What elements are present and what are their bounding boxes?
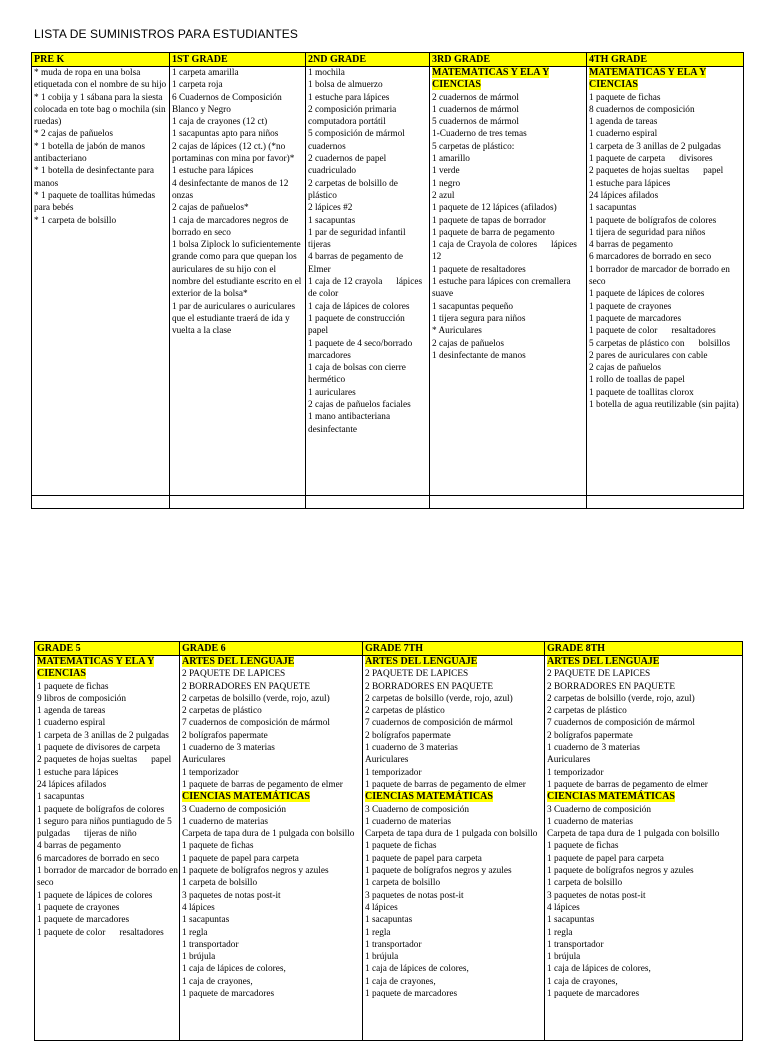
list-item: 1 regla xyxy=(365,927,391,938)
list-item: 1 caja de lápices de colores xyxy=(308,301,410,312)
list-item: 2 cajas de pañuelos xyxy=(432,338,505,349)
list-item: 2 PAQUETE DE LAPICES xyxy=(365,669,469,680)
list-item: 2 cajas de pañuelos faciales xyxy=(308,400,411,411)
list-item: 2 carpetas de plástico xyxy=(547,706,627,717)
list-item: 1 agenda de tareas xyxy=(589,117,658,128)
list-item: 1 borrador de marcador de borrado en seco xyxy=(37,866,181,889)
list-item: 1 sacapuntas xyxy=(308,215,356,226)
list-item: 2 carpetas de bolsillo (verde, rojo, azul) xyxy=(547,693,695,704)
list-item: 1 paquete de papel para carpeta xyxy=(182,853,299,864)
list-item: 4 lápices xyxy=(365,902,398,913)
list-item: 1-Cuaderno de tres temas xyxy=(432,129,527,140)
list-item: 1 caja de lápices de colores, xyxy=(365,964,469,975)
list-item: 2 BORRADORES EN PAQUETE xyxy=(547,681,676,692)
list-item: 1 auriculares xyxy=(308,387,356,398)
list-item: 1 verde xyxy=(432,166,460,177)
list-item: 1 paquete de tapas de borrador xyxy=(432,215,546,226)
list-item: 1 transportador xyxy=(182,939,239,950)
list-item: 1 carpeta roja xyxy=(172,80,223,91)
section-heading: ARTES DEL LENGUAJE xyxy=(182,656,295,667)
list-item: 1 caja de lápices de colores, xyxy=(547,964,651,975)
list-item: 1 estuche para lápices xyxy=(172,166,254,177)
list-item: 1 transportador xyxy=(547,939,604,950)
list-item: 7 cuadernos de composición de mármol xyxy=(365,718,513,729)
list-item: 1 temporizador xyxy=(547,767,604,778)
list-item: 4 lápices xyxy=(182,902,215,913)
list-item: 1 paquete de barra de pegamento xyxy=(432,227,555,238)
list-item: 1 paquete de marcadores xyxy=(547,989,640,1000)
list-item: 7 cuadernos de composición de mármol xyxy=(547,718,695,729)
list-item: 1 tijera de seguridad para niños xyxy=(589,227,706,238)
list-item: 2 carpetas de plástico xyxy=(365,706,445,717)
list-item: 2 cuadernos de papel cuadriculado xyxy=(308,154,389,177)
list-item: Auriculares xyxy=(547,755,591,766)
list-item: 1 par de auriculares o auriculares que el estudiante traerá de ida y vuelta a la clase xyxy=(172,301,298,337)
list-item: 2 bolígrafos papermate xyxy=(547,730,633,741)
list-item: 1 temporizador xyxy=(365,767,422,778)
column-grade-6 xyxy=(180,656,363,1041)
list-item: 1 cuaderno de 3 materias xyxy=(182,743,275,754)
list-item: 2 cuadernos de mármol xyxy=(432,92,519,103)
section-heading: ARTES DEL LENGUAJE xyxy=(365,656,478,667)
list-item: 1 cuaderno de 3 materias xyxy=(547,743,640,754)
header-grade-2: 2ND GRADE xyxy=(306,53,430,67)
list-item: 1 paquete de fichas xyxy=(37,681,109,692)
table-body-row xyxy=(35,656,743,1041)
list-item: 1 paquete de crayones xyxy=(37,902,120,913)
list-item: 2 PAQUETE DE LAPICES xyxy=(547,669,651,680)
list-item: * 1 botella de jabón de manos antibacteriano xyxy=(34,141,148,165)
list-item: 8 cuadernos de composición xyxy=(589,104,695,115)
list-item: 1 transportador xyxy=(365,939,422,950)
table-header-row xyxy=(35,642,743,656)
list-item: 1 paquete de resaltadores xyxy=(432,264,526,275)
list-item: 6 Cuadernos de Composición Blanco y Negro xyxy=(172,92,285,115)
supply-table-5-8 xyxy=(34,641,743,1041)
list-item: * Auriculares xyxy=(432,326,482,337)
list-item: 2 bolígrafos papermate xyxy=(182,730,268,741)
list-item: 5 carpetas de plástico con bolsillos xyxy=(589,338,730,349)
list-item: 1 mochila xyxy=(308,68,345,78)
list-item: 1 caja de bolsas con cierre hermético xyxy=(308,363,409,386)
list-item: 1 estuche para lápices xyxy=(308,92,390,103)
list-item: 1 caja de crayones, xyxy=(365,976,436,987)
list-item: 2 pares de auriculares con cable xyxy=(589,350,708,361)
list-item: * 1 botella de desinfectante para manos xyxy=(34,166,157,189)
list-item: 1 mano antibacteriana desinfectante xyxy=(308,412,405,435)
header-grade-3: 3RD GRADE xyxy=(430,53,587,67)
section-heading: CIENCIAS MATEMÁTICAS xyxy=(182,791,310,803)
column-grade-2 xyxy=(306,67,430,496)
list-item: 1 caja de crayones, xyxy=(547,976,618,987)
list-item: 5 carpetas de plástico: xyxy=(432,141,515,152)
list-item: 1 paquete de divisores de carpeta xyxy=(37,743,161,754)
list-item: 2 carpetas de bolsillo (verde, rojo, azul) xyxy=(182,693,330,704)
list-item: 24 lápices afilados xyxy=(37,779,107,790)
list-item: 1 paquete de carpeta divisores xyxy=(589,154,713,165)
list-item: 1 paquete de bolígrafos negros y azules xyxy=(365,866,512,877)
header-grade-4: 4TH GRADE xyxy=(587,53,744,67)
list-item: 4 barras de pegamento de Elmer xyxy=(308,252,406,275)
list-item: 1 cuaderno de materias xyxy=(365,816,451,827)
list-item: * 1 carpeta de bolsillo xyxy=(34,215,117,226)
list-item: 1 cuaderno espiral xyxy=(589,129,658,140)
list-item: 1 bolsa de almuerzo xyxy=(308,80,383,91)
supply-table-prek-4 xyxy=(31,52,744,509)
list-item: 2 carpetas de bolsillo de plástico xyxy=(308,178,401,201)
list-item: 1 paquete de construcción papel xyxy=(308,313,419,337)
list-item: 1 paquete de lápices de colores xyxy=(37,890,153,901)
list-item: 1 cuadernos de mármol xyxy=(432,104,519,115)
list-item: 1 paquete de fichas xyxy=(182,841,254,852)
list-item: 1 caja de crayones (12 ct) xyxy=(172,117,268,128)
list-item: 1 tijera segura para niños xyxy=(432,313,526,324)
header-grade-5: GRADE 5 xyxy=(35,642,180,656)
header-grade-6: GRADE 6 xyxy=(180,642,363,656)
list-item: 1 bolsa Ziplock lo suficientemente grande como para que quepan los auriculares de su hijo con el nombre del estudiante escrito en el exterior de la bolsa* xyxy=(172,240,304,300)
list-item: 4 lápices xyxy=(547,902,580,913)
header-prek: PRE K xyxy=(32,53,170,67)
list-item: 1 paquete de papel para carpeta xyxy=(547,853,664,864)
list-item: 1 carpeta de 3 anillas de 2 pulgadas xyxy=(589,141,721,152)
list-item: 1 sacapuntas apto para niños xyxy=(172,129,279,140)
list-item: 2 paquetes de hojas sueltas papel xyxy=(589,166,724,177)
list-item: 5 composición de mármol cuadernos xyxy=(308,129,419,152)
list-item: 1 paquete de lápices de colores xyxy=(589,289,705,300)
list-item: 1 cuaderno espiral xyxy=(37,718,106,729)
list-item: 1 cuaderno de materias xyxy=(182,816,268,827)
list-item: 1 cuaderno de materias xyxy=(547,816,633,827)
list-item: 1 paquete de crayones xyxy=(589,301,672,312)
list-item: 2 azul xyxy=(432,190,455,201)
list-item: Auriculares xyxy=(365,755,409,766)
list-item: 1 sacapuntas xyxy=(589,203,637,214)
list-item: 2 paquetes de hojas sueltas papel xyxy=(37,755,172,766)
list-item: 4 barras de pegamento xyxy=(37,841,121,852)
list-item: 6 marcadores de borrado en seco xyxy=(589,252,712,263)
list-item: 1 amarillo xyxy=(432,154,470,165)
list-item: 3 paquetes de notas post-it xyxy=(182,890,281,901)
list-item: 1 sacapuntas xyxy=(37,792,85,803)
list-item: 4 barras de pegamento xyxy=(589,240,673,251)
list-item: 1 paquete de toallitas clorox xyxy=(589,387,694,398)
list-item: 1 temporizador xyxy=(182,767,239,778)
list-item: 2 carpetas de bolsillo (verde, rojo, azul) xyxy=(365,693,513,704)
list-item: 2 cajas de pañuelos xyxy=(589,363,662,374)
list-item: 1 caja de 12 crayola lápices de color xyxy=(308,277,425,300)
list-item: 1 sacapuntas pequeño xyxy=(432,301,514,312)
list-item: 2 cajas de pañuelos* xyxy=(172,203,249,214)
list-item: 1 borrador de marcador de borrado en seco xyxy=(589,264,733,288)
list-item: 1 paquete de papel para carpeta xyxy=(365,853,482,864)
list-item: Auriculares xyxy=(182,755,226,766)
list-item: 1 carpeta de bolsillo xyxy=(182,878,258,889)
list-item: 1 desinfectante de manos xyxy=(432,350,526,361)
list-item: 1 carpeta de 3 anillas de 2 pulgadas xyxy=(37,730,169,741)
list-item: 4 desinfectante de manos de 12 onzas xyxy=(172,178,291,201)
column-grade-1 xyxy=(170,67,306,496)
list-item: 1 caja de lápices de colores, xyxy=(182,964,286,975)
list-item: 2 carpetas de plástico xyxy=(182,706,262,717)
list-item: Carpeta de tapa dura de 1 pulgada con bolsillo xyxy=(547,829,720,840)
list-item: 3 Cuaderno de composición xyxy=(547,804,652,815)
list-item: 2 PAQUETE DE LAPICES xyxy=(182,669,286,680)
list-item: 1 paquete de marcadores xyxy=(365,989,458,1000)
list-item: 3 Cuaderno de composición xyxy=(182,804,287,815)
list-item: Carpeta de tapa dura de 1 pulgada con bolsillo xyxy=(182,829,355,840)
list-item: 1 caja de marcadores negros de borrado en seco xyxy=(172,215,291,238)
column-grade-5 xyxy=(35,656,180,1041)
document-title: LISTA DE SUMINISTROS PARA ESTUDIANTES xyxy=(34,27,298,41)
header-grade-1: 1ST GRADE xyxy=(170,53,306,67)
table-body-row xyxy=(32,67,744,496)
list-item: 1 carpeta amarilla xyxy=(172,68,239,78)
list-item: 1 paquete de fichas xyxy=(365,841,437,852)
list-item: 1 regla xyxy=(182,927,208,938)
list-item: 2 BORRADORES EN PAQUETE xyxy=(182,681,311,692)
section-heading: MATEMÁTICAS Y ELA Y CIENCIAS xyxy=(589,67,707,91)
list-item: 1 paquete de barras de pegamento de elmer xyxy=(547,779,708,790)
list-item: 1 estuche para lápices xyxy=(37,767,119,778)
header-grade-8: GRADE 8TH xyxy=(545,642,743,656)
list-item: 1 sacapuntas xyxy=(365,915,413,926)
list-item: 3 Cuaderno de composición xyxy=(365,804,470,815)
column-grade-7 xyxy=(363,656,545,1041)
list-item: 1 paquete de bolígrafos de colores xyxy=(37,804,165,815)
list-item: 1 paquete de bolígrafos de colores xyxy=(589,215,717,226)
list-item: 1 paquete de marcadores xyxy=(182,989,275,1000)
list-item: 1 carpeta de bolsillo xyxy=(365,878,441,889)
list-item: 1 estuche para lápices xyxy=(589,178,671,189)
list-item: 6 marcadores de borrado en seco xyxy=(37,853,160,864)
list-item: 1 paquete de 4 seco/borrado marcadores xyxy=(308,338,427,361)
column-prek xyxy=(32,67,170,496)
table-header-row xyxy=(32,53,744,67)
list-item: 1 brújula xyxy=(365,952,399,963)
list-item: 1 paquete de marcadores xyxy=(37,915,130,926)
list-item: 3 paquetes de notas post-it xyxy=(547,890,646,901)
section-heading: MATEMÁTICAS Y ELA Y CIENCIAS xyxy=(37,656,155,680)
list-item: Carpeta de tapa dura de 1 pulgada con bolsillo xyxy=(365,829,538,840)
list-item: 1 negro xyxy=(432,178,461,189)
list-item: 1 sacapuntas xyxy=(182,915,230,926)
list-item: 7 cuadernos de composición de mármol xyxy=(182,718,330,729)
section-heading: MATEMÁTICAS Y ELA Y CIENCIAS xyxy=(432,67,550,91)
list-item: 1 estuche para lápices con cremallera suave xyxy=(432,277,573,300)
list-item: 1 cuaderno de 3 materias xyxy=(365,743,458,754)
list-item: * muda de ropa en una bolsa etiquetada con el nombre de su hijo xyxy=(34,68,167,91)
list-item: 2 cajas de lápices (12 ct.) (*no portaminas con mina por favor)* xyxy=(172,141,295,165)
list-item: * 1 paquete de toallitas húmedas para bebés xyxy=(34,190,158,214)
list-item: 2 lápices #2 xyxy=(308,203,353,214)
list-item: 1 paquete de bolígrafos negros y azules xyxy=(182,866,329,877)
list-item: 1 paquete de 12 lápices (afilados) xyxy=(432,203,557,214)
section-heading: CIENCIAS MATEMÁTICAS xyxy=(547,791,675,803)
list-item: 1 brújula xyxy=(547,952,581,963)
list-item: 2 composición primaria computadora portátil xyxy=(308,104,411,128)
list-item: 9 libros de composición xyxy=(37,693,127,704)
list-item: 3 paquetes de notas post-it xyxy=(365,890,464,901)
list-item: 1 rollo de toallas de papel xyxy=(589,375,685,386)
list-item: 2 bolígrafos papermate xyxy=(365,730,451,741)
column-grade-8 xyxy=(545,656,743,1041)
list-item: 1 paquete de barras de pegamento de elmer xyxy=(182,779,343,790)
list-item: 1 caja de crayones, xyxy=(182,976,253,987)
list-item: 1 paquete de color resaltadores xyxy=(37,927,164,938)
list-item: 1 regla xyxy=(547,927,573,938)
header-grade-7: GRADE 7TH xyxy=(363,642,545,656)
list-item: 5 cuadernos de mármol xyxy=(432,117,519,128)
list-item: 2 BORRADORES EN PAQUETE xyxy=(365,681,494,692)
column-grade-4 xyxy=(587,67,744,496)
list-item: 1 paquete de fichas xyxy=(589,92,661,103)
list-item: 1 paquete de fichas xyxy=(547,841,619,852)
empty-row xyxy=(32,496,744,509)
list-item: 24 lápices afilados xyxy=(589,190,659,201)
list-item: * 1 cobija y 1 sábana para la siesta colocada en tote bag o mochila (sin ruedas) xyxy=(34,92,168,128)
list-item: * 2 cajas de pañuelos xyxy=(34,129,113,140)
section-heading: CIENCIAS MATEMÁTICAS xyxy=(365,791,493,803)
list-item: 1 caja de Crayola de colores lápices 12 xyxy=(432,240,580,263)
list-item: 1 par de seguridad infantil tijeras xyxy=(308,227,420,251)
list-item: 1 botella de agua reutilizable (sin pajita) xyxy=(589,400,739,411)
section-heading: ARTES DEL LENGUAJE xyxy=(547,656,660,667)
list-item: 1 paquete de marcadores xyxy=(589,313,682,324)
list-item: 1 paquete de bolígrafos negros y azules xyxy=(547,866,694,877)
list-item: 1 brújula xyxy=(182,952,216,963)
list-item: 1 paquete de color resaltadores xyxy=(589,326,716,337)
list-item: 1 carpeta de bolsillo xyxy=(547,878,623,889)
list-item: 1 agenda de tareas xyxy=(37,706,106,717)
list-item: 1 paquete de barras de pegamento de elmer xyxy=(365,779,526,790)
list-item: 1 seguro para niños puntiagudo de 5 pulgadas tijeras de niño xyxy=(37,816,175,840)
list-item: 1 sacapuntas xyxy=(547,915,595,926)
column-grade-3 xyxy=(430,67,587,496)
